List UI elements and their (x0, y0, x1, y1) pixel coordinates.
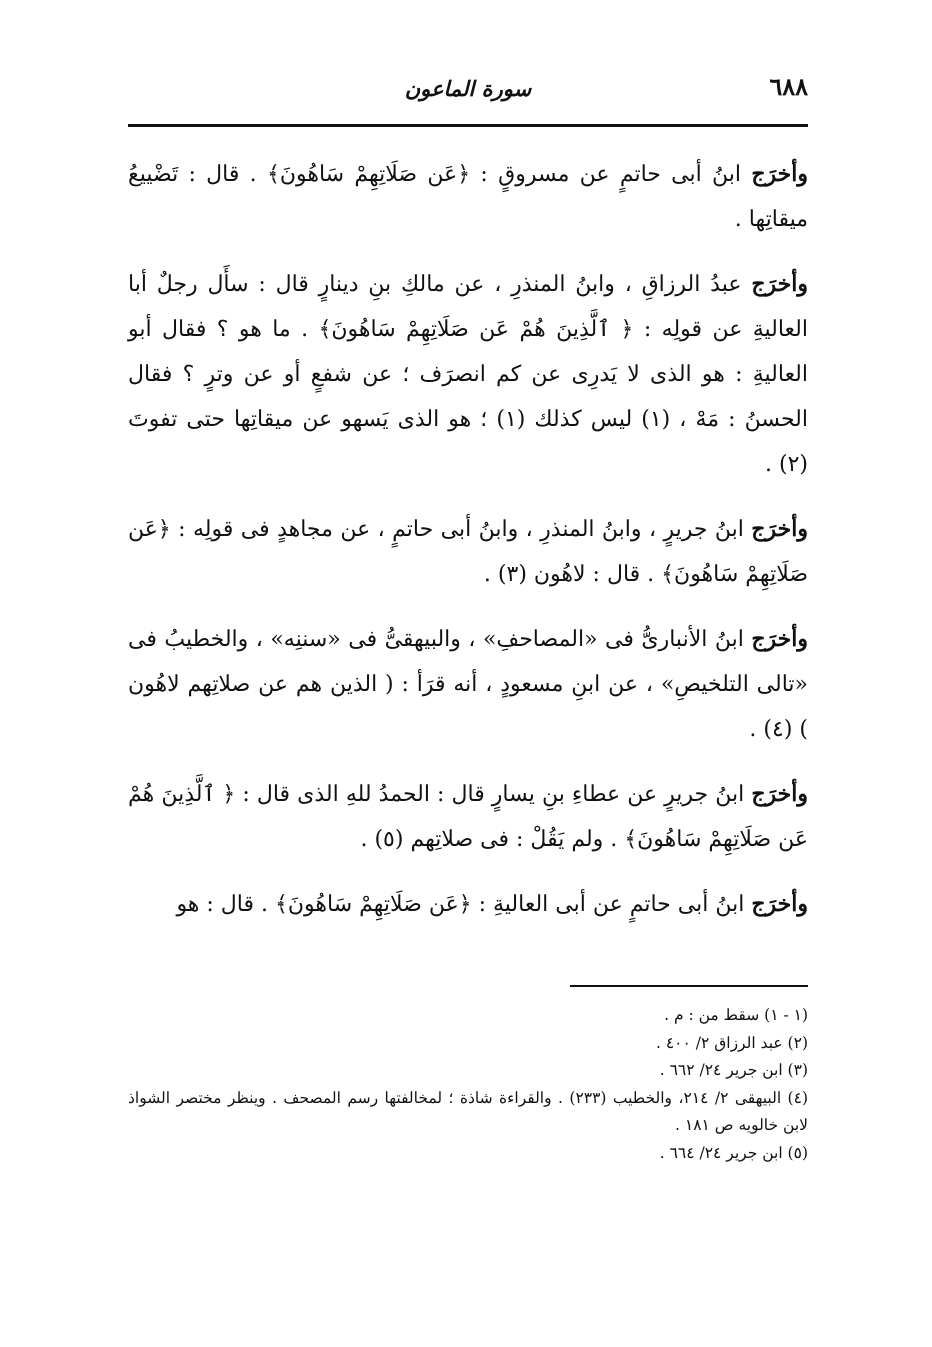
page-header (128, 72, 808, 112)
paragraph-text: ابنُ أبى حاتمٍ عن مسروقٍ : ﴿عَن صَلَاتِهِمْ سَاهُونَ﴾ . قال : تَضْييعُ ميقاتِها . (128, 162, 808, 232)
hadith-paragraph (128, 262, 808, 487)
paragraph-lead: وأخرَج (751, 271, 808, 297)
paragraph-text: ابنُ جريرٍ ، وابنُ المنذرِ ، وابنُ أبى حاتمٍ ، عن مجاهدٍ فى قولِه : ﴿عَن صَلَاتِهِمْ سَاهُونَ﴾ . قال : لاهُون (٣) . (128, 517, 808, 587)
paragraph-lead: وأخرَج (751, 626, 808, 652)
footnote: (١ - ١) سقط من : م . (664, 1006, 808, 1024)
footnote: (٣) ابن جرير ٢٤/ ٦٦٢ . (659, 1061, 808, 1079)
hadith-paragraph (128, 882, 808, 927)
main-text (128, 152, 808, 947)
header-divider (128, 124, 808, 127)
surah-title: سورة الماعون (404, 76, 532, 101)
paragraph-lead: وأخرَج (751, 161, 808, 187)
paragraph-text: ابنُ الأنبارىُّ فى «المصاحفِ» ، والبيهقىُّ فى «سننِه» ، والخطيبُ فى «تالى التلخيصِ» ، عن ابنِ مسعودٍ ، أنه قرَأ : ( الذين هم عن صلاتِهم لاهُون ) (٤) . (128, 627, 808, 742)
page-number: ٦٨٨ (769, 72, 808, 101)
paragraph-text: ابنُ جريرٍ عن عطاءِ بنِ يسارٍ قال : الحمدُ للهِ الذى قال : ﴿ ٱلَّذِينَ هُمْ عَن صَلَاتِهِمْ سَاهُونَ﴾ . ولم يَقُلْ : فى صلاتِهم (٥) . (128, 782, 808, 852)
hadith-paragraph (128, 507, 808, 597)
footnote: (٢) عبد الرزاق ٢/ ٤٠٠ . (655, 1033, 808, 1052)
footnote: (٥) ابن جرير ٢٤/ ٦٦٤ . (659, 1143, 808, 1162)
paragraph-text: ابنُ أبى حاتمٍ عن أبى العاليةِ : ﴿عَن صَلَاتِهِمْ سَاهُونَ﴾ . قال : هو (176, 892, 745, 917)
footnote: (٤) البيهقى ٢/ ٢١٤، والخطيب (٢٣٣) . والقراءة شاذة ؛ لمخالفتها رسم المصحف . وينظر مختصر الشواذ لابن خالويه ص ١٨١ . (128, 1088, 808, 1134)
paragraph-lead: وأخرَج (751, 891, 808, 917)
hadith-paragraph (128, 617, 808, 752)
paragraph-lead: وأخرَج (751, 781, 808, 807)
hadith-paragraph (128, 772, 808, 862)
hadith-paragraph (128, 152, 808, 242)
footnotes (128, 1002, 808, 1167)
paragraph-text: عبدُ الرزاقِ ، وابنُ المنذرِ ، عن مالكِ بنِ دينارٍ قال : سأَل رجلٌ أبا العاليةِ عن قولِه : ﴿ ٱلَّذِينَ هُمْ عَن صَلَاتِهِمْ سَاهُونَ﴾ . ما هو ؟ فقال أبو العاليةِ : هو الذى لا يَدرِى عن كم انصرَف ؛ عن شفعٍ أو عن وترٍ ؟ فقال الحسنُ : مَهْ ، (١) ليس كذلك (١) ؛ هو الذى يَسهو عن ميقاتِها حتى تفوتَ (٢) . (128, 272, 809, 477)
paragraph-lead: وأخرَج (751, 516, 808, 542)
footnote-divider (570, 985, 808, 987)
